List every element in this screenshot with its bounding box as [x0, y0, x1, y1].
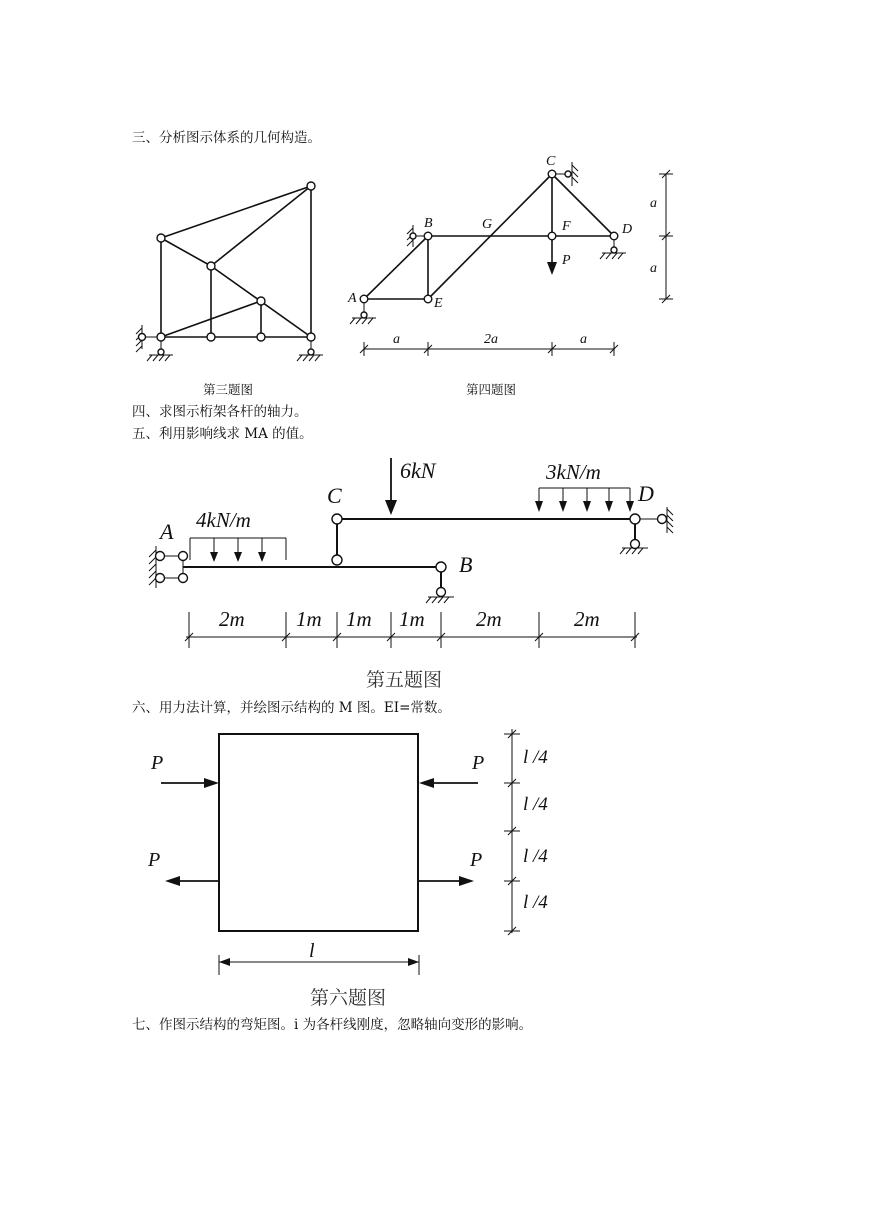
figure-6-caption: 第六题图 — [310, 987, 387, 1009]
fig5-dim-1: 2m — [219, 607, 245, 631]
question-7-text: 七、作图示结构的弯矩图。i 为各杆线刚度，忽略轴向变形的影响。 — [132, 1017, 533, 1033]
fig6-dim-v4: l /4 — [523, 892, 548, 913]
figure-3-caption: 第三题图 — [203, 382, 254, 397]
fig6-dim-h: l — [309, 940, 315, 962]
question-3-text: 三、分析图示体系的几何构造。 — [132, 130, 321, 146]
fig5-dim-3: 1m — [346, 607, 372, 631]
fig4-label-f: F — [562, 219, 571, 234]
fig5-label-b: B — [459, 552, 473, 577]
fig4-dim-a1: a — [393, 332, 400, 347]
question-4-text: 四、求图示桁架各杆的轴力。 — [132, 404, 308, 420]
fig4-dim-2a: 2a — [484, 332, 498, 347]
question-6-text: 六、用力法计算，并绘图示结构的 M 图。EI=常数。 — [132, 700, 451, 716]
figure-5-caption: 第五题图 — [366, 669, 443, 691]
fig6-load-p4: P — [470, 849, 483, 871]
fig4-label-c: C — [546, 154, 556, 169]
fig5-load-point: 6kN — [400, 458, 436, 483]
fig5-label-c: C — [327, 483, 342, 508]
fig4-label-p: P — [562, 253, 571, 268]
fig4-label-g: G — [482, 217, 493, 232]
fig5-dim-6: 2m — [574, 607, 600, 631]
fig6-load-p2: P — [472, 752, 485, 774]
fig5-load-udl-right: 3kN/m — [546, 460, 601, 484]
fig5-label-a: A — [160, 519, 174, 544]
fig4-label-b: B — [424, 216, 433, 231]
figure-4-caption: 第四题图 — [466, 382, 517, 397]
fig6-dim-v1: l /4 — [523, 747, 548, 768]
fig5-load-udl-left: 4kN/m — [196, 508, 251, 532]
fig4-dim-va1: a — [650, 196, 657, 211]
fig4-label-d: D — [622, 222, 633, 237]
fig4-dim-va2: a — [650, 261, 657, 276]
fig5-dim-2: 1m — [296, 607, 322, 631]
fig5-label-d: D — [638, 481, 654, 506]
fig4-label-a: A — [348, 291, 357, 306]
fig6-dim-v2: l /4 — [523, 794, 548, 815]
question-5-text: 五、利用影响线求 MA 的值。 — [132, 426, 313, 442]
fig4-dim-a3: a — [580, 332, 587, 347]
fig6-dim-v3: l /4 — [523, 846, 548, 867]
fig4-label-e: E — [434, 296, 443, 311]
fig6-load-p3: P — [148, 849, 161, 871]
fig5-dim-5: 2m — [476, 607, 502, 631]
fig6-load-p1: P — [151, 752, 164, 774]
fig5-dim-4: 1m — [399, 607, 425, 631]
